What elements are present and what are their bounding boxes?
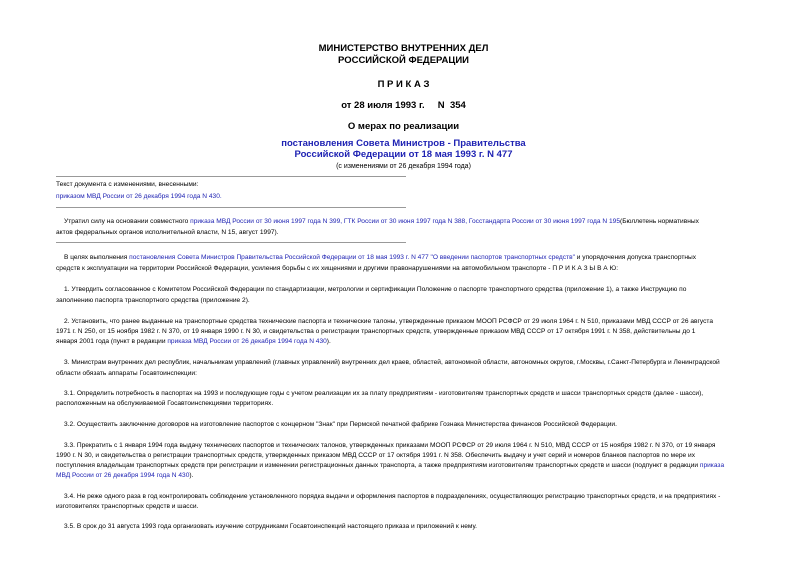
divider-line: [56, 207, 406, 208]
para2-line2: 1971 г. N 250, от 15 ноября 1982 г. N 370, от 19 января 1990 г. N 30, и свидетельства о регистрации транспортных средств, утвержденные приказом МВД СССР от 17 октября 1991 г. N 358, действительны до 1: [56, 328, 696, 335]
subject-link-line2[interactable]: Российской Федерации от 18 мая 1993 г. N 477: [294, 149, 513, 160]
para3-3-link-part2[interactable]: МВД России от 26 декабря 1994 года N 430: [56, 472, 190, 479]
para2-link[interactable]: приказа МВД России от 26 декабря 1994 года N 430: [167, 338, 327, 345]
invalid-line1: [64, 217, 771, 227]
para3-line1: 3. Министрам внутренних дел республик, начальникам управлений (главных управлений) внутренних дел краев, областей, автономной области, автономных округов, г.Москвы, г.Санкт-Петербурга и Ленинградской: [64, 359, 720, 366]
para3-3-line3: [56, 461, 771, 471]
ministry-line2: РОССИЙСКОЙ ФЕДЕРАЦИИ: [337, 55, 469, 66]
para3-1-line2: расположенным на обслуживаемой Госавтоинспекциями территориях.: [56, 400, 274, 407]
intro-line2: средств к эксплуатации на территории Российской Федерации, усиления борьбы с их хищениями и другими правонарушениями на автомобильном транспорте - П Р И К А З Ы В А Ю:: [56, 265, 619, 272]
amend-text: Текст документа с изменениями, внесенными:: [56, 181, 199, 188]
para3-line2: области обязать аппараты Госавтоинспекции:: [56, 370, 197, 377]
divider-line: [56, 242, 406, 243]
subject-line1: О мерах по реализации: [347, 121, 460, 132]
intro-line1: [64, 253, 771, 263]
invalid-prefix: Утратил силу на основании совместного: [64, 218, 191, 225]
para3-3-line4: [56, 471, 771, 481]
para2-line3-suffix: ).: [326, 338, 331, 345]
para3-3-line3-prefix: поступления владельцам транспортных средств при регистрации и изменении регистрационных данных транспорта, а также предприятиям изготовителям транспортных средств и шасси (подпункт в редакции: [56, 462, 700, 469]
intro-suffix: и упорядочения допуска транспортных: [574, 254, 697, 261]
intro-prefix: В целях выполнения: [64, 254, 130, 261]
para3-3-line4-suffix: ).: [189, 472, 194, 479]
para3-2-line1: 3.2. Осуществить заключение договоров на изготовление паспортов с концерном "Знак" при Пермской печатной фабрике Гознака Министерства финансов Российской Федерации.: [64, 421, 617, 428]
para3-3-link-part1[interactable]: приказа: [699, 462, 725, 469]
para3-1-line1: 3.1. Определить потребность в паспортах на 1993 и последующие годы с учетом реализации их за плату предприятиям - изготовителям транспортных средств и шасси транспортных средств (далее - шасси),: [64, 390, 704, 397]
intro-link[interactable]: постановления Совета Министров Правительства Российской Федерации от 18 мая 1993 г. N 477 "О введении паспортов транспортных средств": [129, 254, 575, 261]
invalid-line2: актов федеральных органов исполнительной власти, N 15, август 1997).: [56, 229, 279, 236]
para3-4-line2: изготовителях транспортных средств и шасси.: [56, 503, 199, 510]
invalid-suffix: (Бюллетень нормативных: [620, 218, 699, 225]
amend-link[interactable]: приказом МВД России от 26 декабря 1994 года N 430.: [56, 193, 222, 200]
ministry-line1: МИНИСТЕРСТВО ВНУТРЕННИХ ДЕЛ: [318, 43, 489, 54]
para2-line3-prefix: января 2001 года (пункт в редакции: [56, 338, 168, 345]
para2-line1: 2. Установить, что ранее выданные на транспортные средства технические паспорта и технические талоны, утвержденные приказом МООП РСФСР от 29 июля 1964 г. N 510, приказами МВД СССР от 26 августа: [64, 318, 714, 325]
divider-line: [56, 176, 406, 177]
para3-3-line2: 1990 г. N 30, и свидетельства о регистрации транспортных средств, утвержденных приказом МВД СССР от 17 октября 1991 г. N 358. Обеспечить выдачу и учет серий и номеров бланков паспортов по мере их: [56, 452, 696, 459]
para1-line2: заполнению паспорта транспортного средства (приложение 2).: [56, 297, 250, 304]
invalid-link[interactable]: приказа МВД России от 30 июня 1997 года N 399, ГТК России от 30 июня 1997 года N 388, Госстандарта России от 30 июня 1997 года N 195: [190, 218, 620, 225]
para3-5-line1: 3.5. В срок до 31 августа 1993 года организовать изучение сотрудниками Госавтоинспекций настоящего приказа и приложений к нему.: [64, 523, 477, 530]
amend-note: (с изменениями от 26 декабря 1994 года): [336, 163, 471, 170]
para2-line3: [56, 337, 771, 347]
para3-4-line1: 3.4. Не реже одного раза в год контролировать соблюдение установленного порядка выдачи и оформления паспортов в подразделениях, осуществляющих регистрацию транспортных средств, и на предприятиях -: [64, 493, 721, 500]
doc-type: П Р И К А З: [377, 79, 430, 90]
para1-line1: 1. Утвердить согласованное с Комитетом Российской Федерации по стандартизации, метрологии и сертификации Положение о паспорте транспортного средства (приложение 1), а также Инструкцию по: [64, 286, 687, 293]
date-number: от 28 июля 1993 г. N 354: [341, 100, 466, 111]
subject-link-line1[interactable]: постановления Совета Министров - Правительства: [281, 138, 526, 149]
para3-3-line1: 3.3. Прекратить с 1 января 1994 года выдачу технических паспортов и технических талонов, утвержденных приказами МООП РСФСР от 29 июля 1964 г. N 510, МВД СССР от 15 ноября 1982 г. N 370, от 19 января: [64, 442, 716, 449]
